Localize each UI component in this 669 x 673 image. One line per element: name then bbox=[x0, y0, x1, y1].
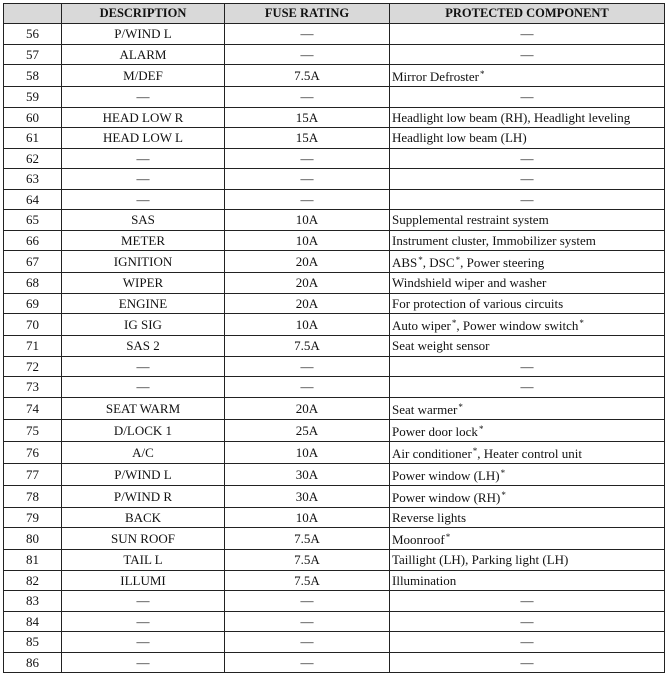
fuse-description: P/WIND L bbox=[62, 24, 225, 45]
fuse-description: — bbox=[62, 591, 225, 612]
protected-component bbox=[390, 314, 665, 336]
fuse-rating: — bbox=[225, 87, 390, 108]
protected-component bbox=[390, 419, 665, 441]
component-text: — bbox=[520, 634, 534, 650]
fuse-description: IGNITION bbox=[62, 251, 225, 273]
protected-component bbox=[390, 507, 665, 528]
component-text: — bbox=[520, 358, 534, 374]
footnote-asterisk: * bbox=[445, 532, 451, 542]
protected-component bbox=[390, 87, 665, 108]
fuse-number: 58 bbox=[4, 65, 62, 87]
table-row bbox=[4, 65, 665, 87]
fuse-number: 72 bbox=[4, 356, 62, 377]
table-row bbox=[4, 169, 665, 190]
protected-component bbox=[390, 485, 665, 507]
table-row bbox=[4, 550, 665, 571]
component-text: Auto wiper bbox=[392, 318, 451, 333]
fuse-rating: 15A bbox=[225, 128, 390, 149]
protected-component bbox=[390, 441, 665, 463]
fuse-description: HEAD LOW R bbox=[62, 107, 225, 128]
fuse-rating: — bbox=[225, 148, 390, 169]
fuse-description: P/WIND R bbox=[62, 485, 225, 507]
component-text: ABS bbox=[392, 255, 418, 270]
fuse-description: — bbox=[62, 189, 225, 210]
protected-component bbox=[390, 611, 665, 632]
component-text: — bbox=[520, 26, 534, 42]
protected-component bbox=[390, 356, 665, 377]
protected-component bbox=[390, 210, 665, 231]
fuse-description: SUN ROOF bbox=[62, 528, 225, 550]
component-text: Seat weight sensor bbox=[392, 338, 490, 354]
fuse-number: 80 bbox=[4, 528, 62, 550]
fuse-number: 59 bbox=[4, 87, 62, 108]
table-row bbox=[4, 336, 665, 357]
fuse-description: ALARM bbox=[62, 44, 225, 65]
table-row bbox=[4, 485, 665, 507]
table-row bbox=[4, 293, 665, 314]
protected-component bbox=[390, 273, 665, 294]
fuse-number: 83 bbox=[4, 591, 62, 612]
fuse-number: 76 bbox=[4, 441, 62, 463]
fuse-description: — bbox=[62, 652, 225, 673]
fuse-rating: — bbox=[225, 611, 390, 632]
fuse-rating: — bbox=[225, 189, 390, 210]
component-text: Headlight low beam (LH) bbox=[392, 130, 527, 146]
protected-component bbox=[390, 397, 665, 419]
protected-component bbox=[390, 550, 665, 571]
fuse-description: ILLUMI bbox=[62, 570, 225, 591]
header-row bbox=[4, 4, 665, 24]
header-description: DESCRIPTION bbox=[62, 4, 225, 24]
component-text: — bbox=[520, 593, 534, 609]
fuse-rating: — bbox=[225, 632, 390, 653]
fuse-description: ENGINE bbox=[62, 293, 225, 314]
protected-component bbox=[390, 189, 665, 210]
fuse-rating: 15A bbox=[225, 107, 390, 128]
table-row bbox=[4, 419, 665, 441]
fuse-rating: 20A bbox=[225, 273, 390, 294]
fuse-rating: — bbox=[225, 591, 390, 612]
fuse-rating: 25A bbox=[225, 419, 390, 441]
component-text: , Power window switch bbox=[456, 318, 579, 333]
component-text: — bbox=[520, 89, 534, 105]
fuse-number: 60 bbox=[4, 107, 62, 128]
component-text: Moonroof bbox=[392, 532, 445, 547]
fuse-rating: — bbox=[225, 377, 390, 398]
fuse-description: — bbox=[62, 87, 225, 108]
fuse-description: — bbox=[62, 377, 225, 398]
component-text: Headlight low beam (RH), Headlight leveling bbox=[392, 109, 631, 125]
fuse-number: 70 bbox=[4, 314, 62, 336]
table-row bbox=[4, 314, 665, 336]
table-row bbox=[4, 591, 665, 612]
protected-component bbox=[390, 230, 665, 251]
fuse-description: M/DEF bbox=[62, 65, 225, 87]
table-row bbox=[4, 251, 665, 273]
table-row bbox=[4, 356, 665, 377]
table-row bbox=[4, 570, 665, 591]
fuse-rating: 10A bbox=[225, 507, 390, 528]
protected-component bbox=[390, 336, 665, 357]
component-text: Windshield wiper and washer bbox=[392, 275, 547, 291]
fuse-description: SAS bbox=[62, 210, 225, 231]
footnote-asterisk: * bbox=[480, 69, 485, 79]
fuse-number: 73 bbox=[4, 377, 62, 398]
table-row bbox=[4, 210, 665, 231]
fuse-rating: — bbox=[225, 44, 390, 65]
component-text: Taillight (LH), Parking light (LH) bbox=[392, 552, 569, 568]
fuse-rating: 30A bbox=[225, 463, 390, 485]
fuse-rating: 10A bbox=[225, 314, 390, 336]
footnote-asterisk: * bbox=[455, 255, 461, 265]
fuse-description: TAIL L bbox=[62, 550, 225, 571]
fuse-description: — bbox=[62, 148, 225, 169]
table-row bbox=[4, 463, 665, 485]
fuse-description: IG SIG bbox=[62, 314, 225, 336]
protected-component bbox=[390, 632, 665, 653]
component-text: — bbox=[520, 191, 534, 207]
protected-component bbox=[390, 528, 665, 550]
footnote-asterisk: * bbox=[451, 318, 457, 328]
protected-component bbox=[390, 128, 665, 149]
footnote-asterisk: * bbox=[579, 318, 584, 328]
component-text: Instrument cluster, Immobilizer system bbox=[392, 232, 596, 248]
fuse-description: SEAT WARM bbox=[62, 397, 225, 419]
fuse-table bbox=[3, 3, 665, 673]
fuse-rating: 7.5A bbox=[225, 65, 390, 87]
component-text: , Heater control unit bbox=[477, 445, 582, 461]
fuse-number: 74 bbox=[4, 397, 62, 419]
protected-component bbox=[390, 570, 665, 591]
fuse-number: 79 bbox=[4, 507, 62, 528]
component-text: — bbox=[520, 379, 534, 395]
fuse-number: 57 bbox=[4, 44, 62, 65]
fuse-number: 84 bbox=[4, 611, 62, 632]
component-text: Mirror Defroster bbox=[392, 69, 479, 84]
fuse-description: P/WIND L bbox=[62, 463, 225, 485]
component-text: Power window (RH) bbox=[392, 489, 501, 505]
table-row bbox=[4, 377, 665, 398]
table-row bbox=[4, 148, 665, 169]
fuse-description: D/LOCK 1 bbox=[62, 419, 225, 441]
fuse-rating: 10A bbox=[225, 210, 390, 231]
fuse-number: 77 bbox=[4, 463, 62, 485]
table-row bbox=[4, 507, 665, 528]
component-text: Power window (LH) bbox=[392, 467, 500, 483]
fuse-number: 85 bbox=[4, 632, 62, 653]
fuse-description: A/C bbox=[62, 441, 225, 463]
footnote-asterisk: * bbox=[418, 255, 423, 265]
fuse-rating: 20A bbox=[225, 251, 390, 273]
table-row bbox=[4, 652, 665, 673]
component-text: — bbox=[520, 171, 534, 187]
component-text: Power door lock bbox=[392, 423, 478, 439]
component-text: Illumination bbox=[392, 572, 457, 588]
table-row bbox=[4, 632, 665, 653]
protected-component bbox=[390, 169, 665, 190]
table-row bbox=[4, 24, 665, 45]
footnote-asterisk: * bbox=[500, 467, 506, 478]
table-row bbox=[4, 611, 665, 632]
protected-component bbox=[390, 65, 665, 87]
fuse-number: 63 bbox=[4, 169, 62, 190]
fuse-description: — bbox=[62, 611, 225, 632]
fuse-number: 67 bbox=[4, 251, 62, 273]
fuse-description: METER bbox=[62, 230, 225, 251]
fuse-number: 61 bbox=[4, 128, 62, 149]
protected-component bbox=[390, 148, 665, 169]
component-text: Supplemental restraint system bbox=[392, 212, 549, 228]
protected-component bbox=[390, 293, 665, 314]
fuse-number: 86 bbox=[4, 652, 62, 673]
fuse-description: — bbox=[62, 632, 225, 653]
fuse-number: 69 bbox=[4, 293, 62, 314]
fuse-rating: 20A bbox=[225, 397, 390, 419]
fuse-rating: — bbox=[225, 652, 390, 673]
component-text: For protection of various circuits bbox=[392, 295, 564, 311]
fuse-number: 68 bbox=[4, 273, 62, 294]
fuse-rating: 7.5A bbox=[225, 528, 390, 550]
fuse-rating: 10A bbox=[225, 441, 390, 463]
fuse-rating: 30A bbox=[225, 485, 390, 507]
component-text: — bbox=[520, 150, 534, 166]
fuse-number: 64 bbox=[4, 189, 62, 210]
fuse-number: 81 bbox=[4, 550, 62, 571]
fuse-description: BACK bbox=[62, 507, 225, 528]
fuse-number: 66 bbox=[4, 230, 62, 251]
fuse-number: 71 bbox=[4, 336, 62, 357]
fuse-rating: — bbox=[225, 169, 390, 190]
fuse-description: SAS 2 bbox=[62, 336, 225, 357]
footnote-asterisk: * bbox=[478, 423, 484, 434]
fuse-rating: 7.5A bbox=[225, 550, 390, 571]
table-row bbox=[4, 273, 665, 294]
table-row bbox=[4, 107, 665, 128]
fuse-number: 75 bbox=[4, 419, 62, 441]
fuse-number: 82 bbox=[4, 570, 62, 591]
fuse-number: 65 bbox=[4, 210, 62, 231]
fuse-rating: 7.5A bbox=[225, 336, 390, 357]
table-row bbox=[4, 87, 665, 108]
fuse-number: 56 bbox=[4, 24, 62, 45]
component-text: , Power steering bbox=[460, 255, 545, 270]
footnote-asterisk: * bbox=[501, 489, 506, 500]
component-text: — bbox=[520, 613, 534, 629]
footnote-asterisk: * bbox=[458, 401, 463, 412]
component-text: — bbox=[520, 46, 534, 62]
protected-component bbox=[390, 377, 665, 398]
protected-component bbox=[390, 44, 665, 65]
table-row bbox=[4, 189, 665, 210]
protected-component bbox=[390, 463, 665, 485]
header-protected-component: PROTECTED COMPONENT bbox=[390, 4, 665, 24]
protected-component bbox=[390, 652, 665, 673]
component-text: Reverse lights bbox=[392, 509, 467, 525]
fuse-description: — bbox=[62, 169, 225, 190]
component-text: — bbox=[520, 654, 534, 670]
fuse-rating: 10A bbox=[225, 230, 390, 251]
table-row bbox=[4, 128, 665, 149]
table-row bbox=[4, 230, 665, 251]
fuse-number: 78 bbox=[4, 485, 62, 507]
fuse-rating: — bbox=[225, 356, 390, 377]
component-text: , DSC bbox=[422, 255, 455, 270]
table-row bbox=[4, 528, 665, 550]
footnote-asterisk: * bbox=[472, 445, 478, 456]
fuse-description: HEAD LOW L bbox=[62, 128, 225, 149]
fuse-rating: — bbox=[225, 24, 390, 45]
protected-component bbox=[390, 591, 665, 612]
component-text: Seat warmer bbox=[392, 401, 458, 417]
protected-component bbox=[390, 24, 665, 45]
header-number bbox=[4, 4, 62, 24]
table-row bbox=[4, 397, 665, 419]
fuse-description: WIPER bbox=[62, 273, 225, 294]
table-row bbox=[4, 44, 665, 65]
header-fuse-rating: FUSE RATING bbox=[225, 4, 390, 24]
table-row bbox=[4, 441, 665, 463]
fuse-description: — bbox=[62, 356, 225, 377]
component-text: Air conditioner bbox=[392, 445, 472, 461]
fuse-rating: 7.5A bbox=[225, 570, 390, 591]
protected-component bbox=[390, 251, 665, 273]
protected-component bbox=[390, 107, 665, 128]
fuse-number: 62 bbox=[4, 148, 62, 169]
fuse-rating: 20A bbox=[225, 293, 390, 314]
